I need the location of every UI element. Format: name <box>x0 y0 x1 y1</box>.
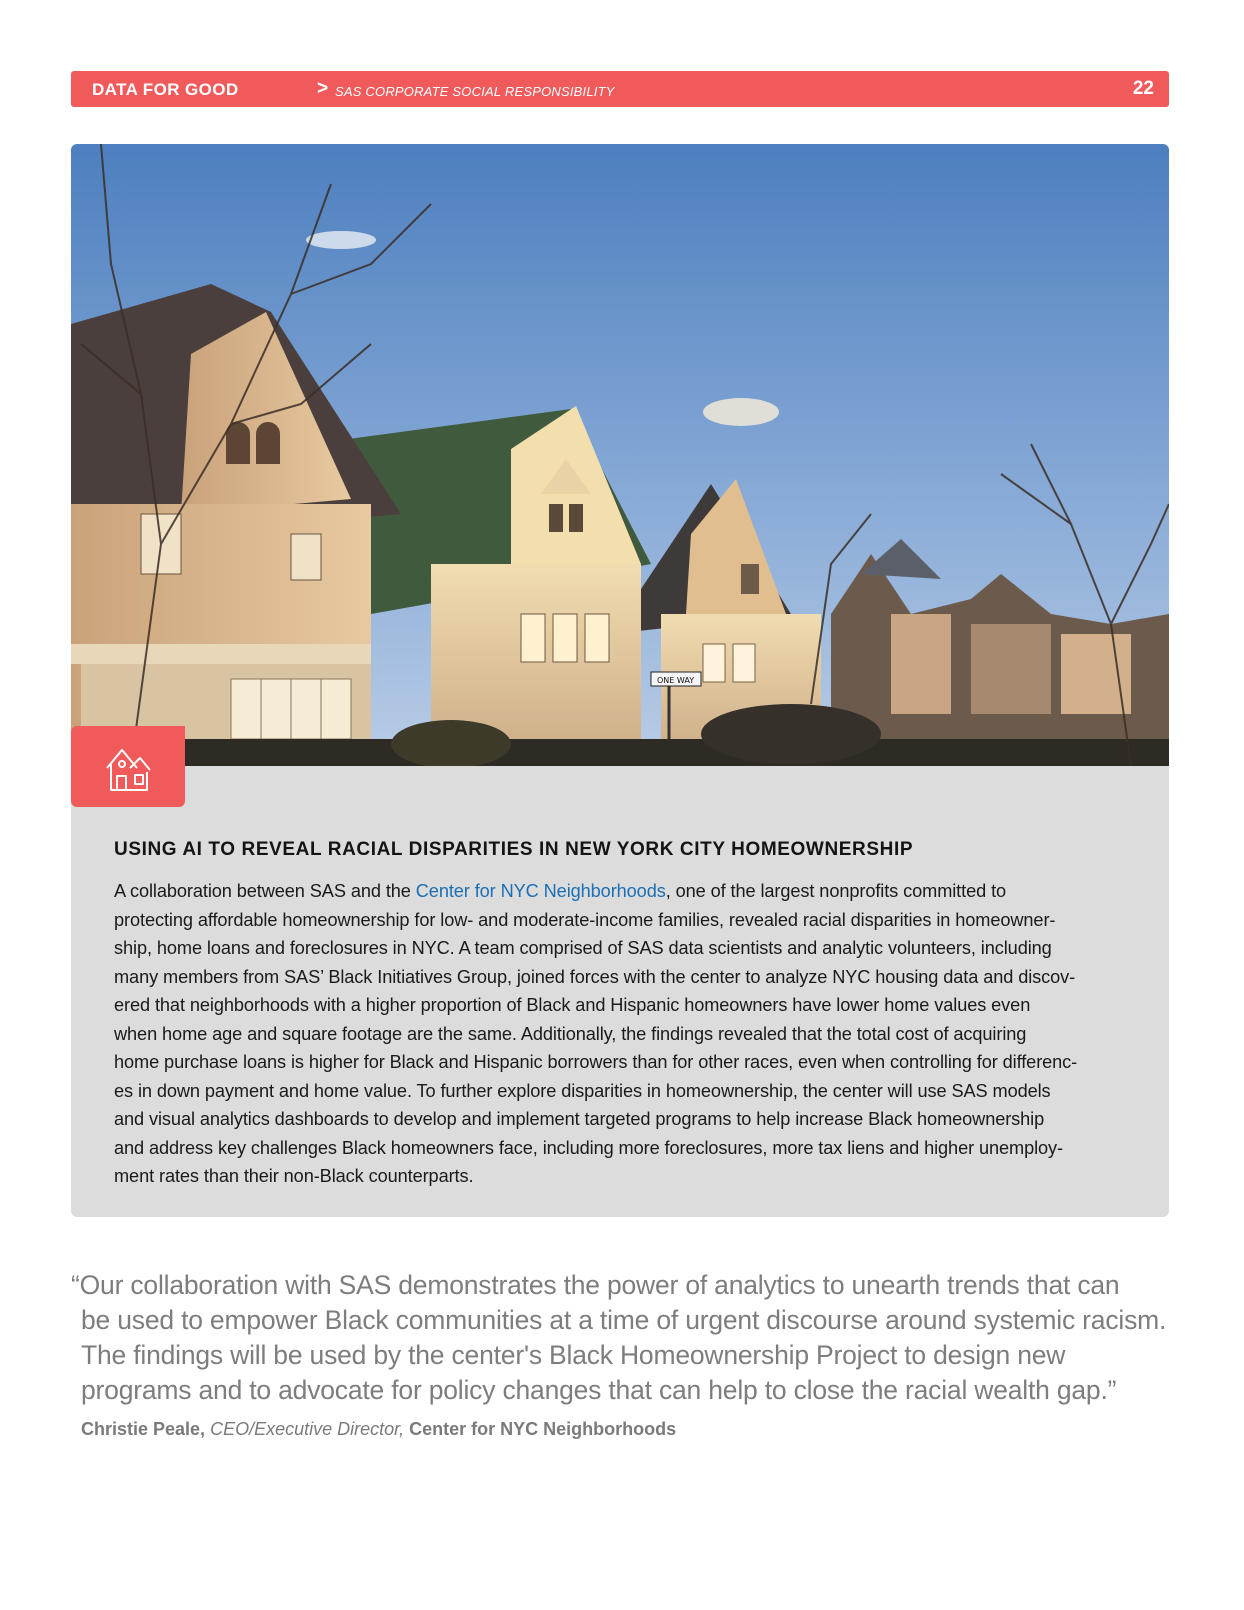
story-line: and address key challenges Black homeowners face, including more foreclosures, more tax liens and higher unemploy- <box>114 1137 1064 1158</box>
story-line: protecting affordable homeownership for low- and moderate-income families, revealed racial disparities in homeowner- <box>114 909 1056 930</box>
story-line: many members from SAS’ Black Initiatives Group, joined forces with the center to analyze NYC housing data and discov- <box>114 966 1076 987</box>
story-heading: USING AI TO REVEAL RACIAL DISPARITIES IN NEW YORK CITY HOMEOWNERSHIP <box>114 839 914 860</box>
story-line: ment rates than their non-Black counterparts. <box>114 1166 474 1186</box>
quote-line: programs and to advocate for policy changes that can help to close the racial wealth gap.” <box>81 1375 1117 1405</box>
attribution-name: Christie Peale, <box>81 1419 206 1439</box>
icon-tab <box>71 726 185 807</box>
quote-attribution <box>81 1419 676 1440</box>
story-line: when home age and square footage are the same. Additionally, the findings revealed that the total cost of acquiring <box>114 1023 1027 1044</box>
quote-line: be used to empower Black communities at a time of urgent discourse around systemic racism. <box>81 1305 1167 1335</box>
story-line-first <box>114 877 1144 906</box>
house-icon <box>104 742 152 792</box>
attribution-organization: Center for NYC Neighborhoods <box>409 1419 677 1439</box>
story-line: home purchase loans is higher for Black and Hispanic borrowers than for other races, even when controlling for differenc- <box>114 1052 1078 1072</box>
breadcrumb-separator: > <box>317 78 329 99</box>
header-bar <box>71 71 1169 107</box>
story-line: ship, home loans and foreclosures in NYC. A team comprised of SAS data scientists and analytic volunteers, including <box>114 938 1052 958</box>
header-subsection-title: SAS CORPORATE SOCIAL RESPONSIBILITY <box>335 84 615 99</box>
page-number: 22 <box>1132 78 1154 99</box>
attribution-title: CEO/Executive Director, <box>210 1419 405 1439</box>
one-way-sign: ONE WAY <box>657 676 695 685</box>
story-intro-text: A collaboration between SAS and the <box>114 881 416 901</box>
story-line: ered that neighborhoods with a higher proportion of Black and Hispanic homeowners have lower home values even <box>114 995 1031 1015</box>
story-line: es in down payment and home value. To further explore disparities in homeownership, the center will use SAS models <box>114 1080 1051 1101</box>
houses-photo <box>71 144 1169 766</box>
quote-line: The findings will be used by the center's Black Homeownership Project to design new <box>81 1340 1066 1370</box>
story-body <box>114 877 1144 1191</box>
story-intro-rest: , one of the largest nonprofits committed to <box>665 881 1007 901</box>
center-for-nyc-neighborhoods-link[interactable]: Center for NYC Neighborhoods <box>415 881 666 901</box>
header-section-title: DATA FOR GOOD <box>92 80 239 99</box>
quote-line: “Our collaboration with SAS demonstrates the power of analytics to unearth trends that can <box>71 1270 1120 1300</box>
story-line: and visual analytics dashboards to develop and implement targeted programs to help increase Black homeownership <box>114 1109 1045 1129</box>
pull-quote <box>71 1268 1181 1408</box>
